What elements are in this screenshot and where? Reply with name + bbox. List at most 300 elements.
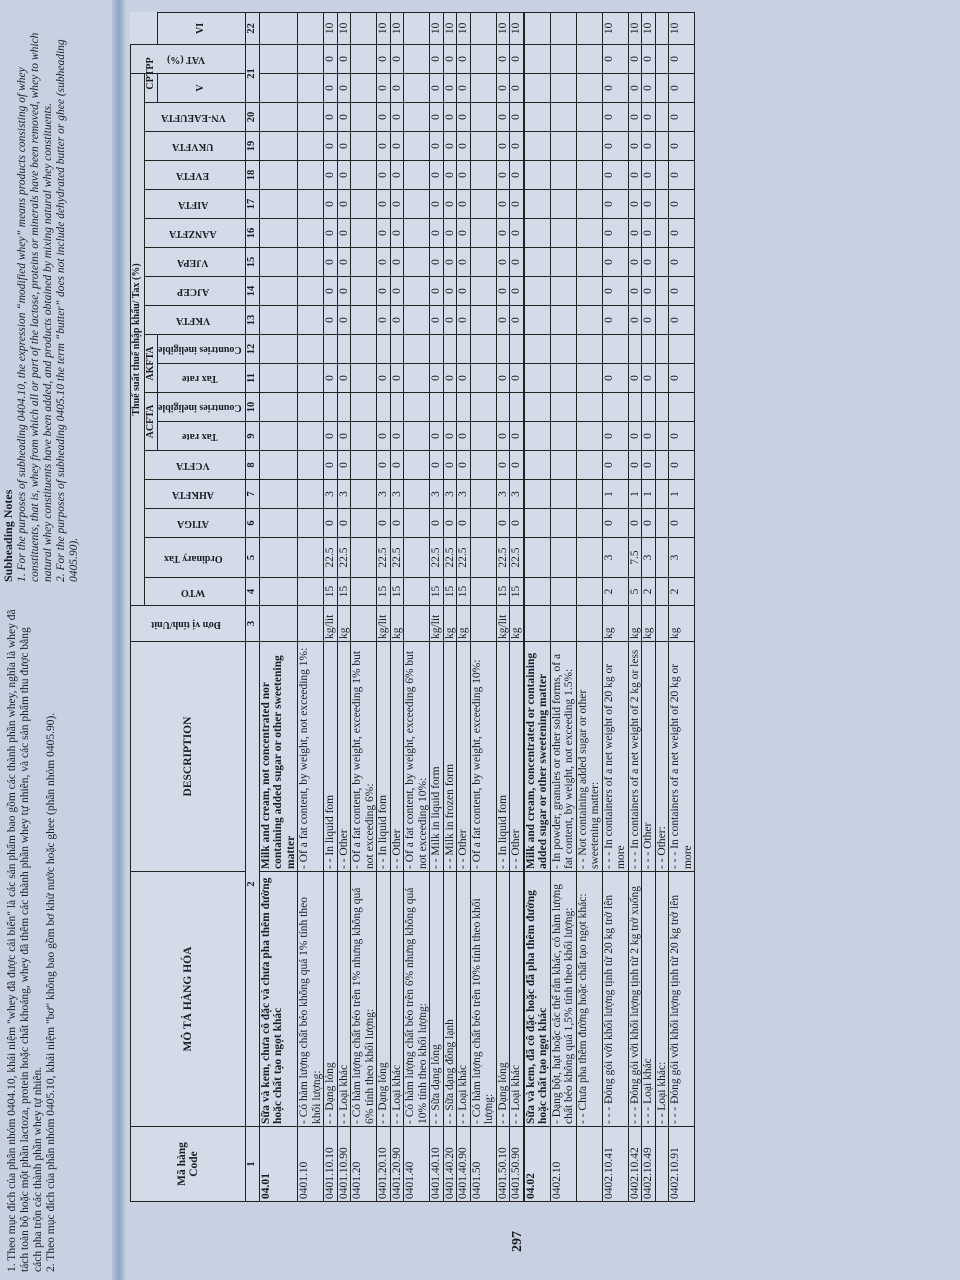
tax-rate-cell: 3 — [669, 538, 695, 578]
header-akfta-tax-rate-label: Tax rate — [182, 373, 218, 385]
tax-rate-cell — [298, 538, 324, 578]
column-number-row — [246, 12, 260, 1201]
tax-rate-cell: 0 — [628, 103, 642, 132]
description-vn: - - - Đóng gói với khối lượng tịnh từ 20 kg trở lên — [602, 872, 628, 1127]
tax-rate-cell — [259, 578, 298, 606]
table-row — [377, 12, 391, 1201]
unit — [470, 606, 496, 642]
description-en: - - - In containers of a net weight of 2 kg or less — [628, 642, 642, 872]
tax-rate-cell: 0 — [390, 277, 404, 306]
hs-code: 0401.50.90 — [510, 1127, 524, 1202]
description-en: - Of a fat content, by weight, exceeding 10%: — [470, 642, 496, 872]
tax-rate-cell: 10 — [642, 12, 656, 44]
tax-rate-cell — [524, 422, 550, 451]
tax-rate-cell — [655, 12, 669, 44]
hs-code: 0401.40 — [404, 1127, 430, 1202]
tax-rate-cell — [259, 44, 298, 73]
header-cptpp: CPTPP — [144, 44, 158, 102]
tax-rate-cell: 15 — [337, 578, 351, 606]
description-en: - Of a fat content, by weight, exceeding 6% but not exceeding 10%: — [404, 642, 430, 872]
column-number: 14 — [246, 277, 260, 306]
tax-rate-cell: 22.5 — [337, 538, 351, 578]
unit: kg — [443, 606, 457, 642]
tax-rate-cell — [404, 538, 430, 578]
tax-rate-cell: 0 — [390, 190, 404, 219]
tax-rate-cell — [576, 538, 602, 578]
table-row — [404, 12, 430, 1201]
tax-rate-cell: 0 — [602, 73, 628, 102]
tax-rate-cell — [351, 422, 377, 451]
tax-rate-cell — [470, 578, 496, 606]
tax-rate-cell — [298, 132, 324, 161]
description-en: - In powder, granules or other solid forms, of a fat content, by weight, not exceeding 1.5%: — [550, 642, 576, 872]
tax-rate-cell — [470, 103, 496, 132]
tax-rate-cell — [655, 103, 669, 132]
tax-rate-cell — [524, 248, 550, 277]
tax-rate-cell — [550, 451, 576, 480]
tax-rate-cell — [669, 335, 695, 364]
tax-rate-cell: 3 — [337, 480, 351, 509]
tax-rate-cell — [576, 393, 602, 422]
table-row — [351, 12, 377, 1201]
tax-rate-cell: 0 — [443, 44, 457, 73]
tax-rate-cell: 0 — [390, 132, 404, 161]
unit: kg — [628, 606, 642, 642]
unit: kg — [669, 606, 695, 642]
column-number: 22 — [246, 12, 260, 44]
tax-rate-cell: 0 — [496, 73, 510, 102]
tax-rate-cell: 0 — [602, 248, 628, 277]
tax-rate-cell: 0 — [324, 132, 338, 161]
tax-rate-cell — [524, 451, 550, 480]
description-vn: - - Loại khác: — [655, 872, 669, 1127]
tax-rate-cell: 22.5 — [390, 538, 404, 578]
tax-rate-cell — [576, 103, 602, 132]
tax-rate-cell — [576, 451, 602, 480]
hs-code: 0402.10.91 — [669, 1127, 695, 1202]
tax-rate-cell: 0 — [510, 422, 524, 451]
tax-rate-cell — [404, 132, 430, 161]
tax-rate-cell: 0 — [496, 132, 510, 161]
tax-rate-cell: 0 — [337, 190, 351, 219]
tax-rate-cell: 0 — [443, 132, 457, 161]
tax-rate-cell — [298, 509, 324, 538]
tax-rate-cell: 0 — [510, 451, 524, 480]
tax-rate-cell — [470, 190, 496, 219]
table-row — [628, 12, 642, 1201]
tax-rate-cell: 3 — [496, 480, 510, 509]
column-number: 8 — [246, 451, 260, 480]
tax-rate-cell: 0 — [669, 132, 695, 161]
tax-rate-cell: 0 — [496, 277, 510, 306]
header-akfta-countries-label: Countries ineligible — [158, 344, 242, 356]
tax-rate-cell: 3 — [457, 480, 471, 509]
tax-rate-cell: 0 — [602, 161, 628, 190]
tax-rate-cell: 0 — [628, 422, 642, 451]
tax-rate-cell: 0 — [510, 103, 524, 132]
tax-rate-cell — [298, 422, 324, 451]
tax-rate-cell: 0 — [496, 306, 510, 335]
tax-rate-cell: 0 — [457, 248, 471, 277]
tax-rate-cell: 15 — [324, 578, 338, 606]
header-vcfta — [144, 451, 246, 480]
header-akfta-tax-rate — [158, 364, 246, 393]
tax-rate-cell: 0 — [642, 248, 656, 277]
description-en: - - Other — [337, 642, 351, 872]
tax-rate-cell: 3 — [510, 480, 524, 509]
table-row — [669, 12, 695, 1201]
tax-rate-cell — [259, 277, 298, 306]
unit: kg — [390, 606, 404, 642]
column-number: 5 — [246, 538, 260, 578]
unit — [576, 606, 602, 642]
tax-rate-cell — [298, 190, 324, 219]
tax-rate-cell — [259, 190, 298, 219]
header-atiga — [144, 509, 246, 538]
tax-rate-cell — [470, 393, 496, 422]
tax-rate-cell: 0 — [430, 44, 444, 73]
tax-rate-cell: 0 — [390, 364, 404, 393]
tax-rate-cell — [576, 306, 602, 335]
tax-rate-cell: 0 — [669, 161, 695, 190]
header-acfta-tax-rate-label: Tax rate — [182, 431, 218, 443]
unit: kg/lit — [377, 606, 391, 642]
tax-rate-cell — [655, 538, 669, 578]
header-vjepa-label: VJEPA — [177, 257, 209, 269]
tax-rate-cell — [470, 306, 496, 335]
tax-rate-cell: 22.5 — [496, 538, 510, 578]
tax-rate-cell — [351, 480, 377, 509]
hs-code: 0401.10 — [298, 1127, 324, 1202]
header-wto-label: WTO — [180, 586, 206, 598]
tax-rate-cell — [470, 422, 496, 451]
tax-rate-cell — [404, 509, 430, 538]
tax-rate-cell: 0 — [628, 451, 642, 480]
tax-rate-cell: 0 — [602, 306, 628, 335]
tax-rate-cell — [351, 509, 377, 538]
tax-rate-cell — [351, 248, 377, 277]
tax-rate-cell — [550, 578, 576, 606]
tax-rate-cell — [655, 306, 669, 335]
tax-rate-cell — [524, 277, 550, 306]
tax-rate-cell: 0 — [642, 509, 656, 538]
tax-rate-cell: 0 — [337, 364, 351, 393]
unit: kg — [602, 606, 628, 642]
tax-rate-cell — [550, 132, 576, 161]
tax-rate-cell — [298, 364, 324, 393]
tax-rate-cell — [351, 451, 377, 480]
tax-rate-cell: 0 — [642, 103, 656, 132]
tax-rate-cell — [655, 161, 669, 190]
tax-rate-cell: 10 — [430, 12, 444, 44]
tax-rate-cell: 0 — [642, 422, 656, 451]
description-en: - - Milk in liquid form — [430, 642, 444, 872]
tax-rate-cell: 0 — [510, 509, 524, 538]
tax-rate-cell — [524, 190, 550, 219]
tax-rate-cell: 0 — [430, 103, 444, 132]
tax-rate-cell: 0 — [669, 306, 695, 335]
tax-rate-cell: 0 — [377, 364, 391, 393]
description-vn: - - Loại khác — [390, 872, 404, 1127]
tax-rate-cell — [655, 190, 669, 219]
header-code: Mã hàng Code — [131, 1127, 246, 1202]
tax-rate-cell — [655, 44, 669, 73]
tax-rate-cell: 0 — [628, 219, 642, 248]
header-wto — [144, 578, 246, 606]
unit: kg — [457, 606, 471, 642]
tax-rate-cell: 0 — [324, 190, 338, 219]
tax-rate-cell — [351, 161, 377, 190]
tax-rate-cell: 0 — [324, 364, 338, 393]
tax-rate-cell — [655, 132, 669, 161]
tax-rate-cell — [351, 578, 377, 606]
description-en: - Of a fat content, by weight, not exceeding 1%: — [298, 642, 324, 872]
tax-rate-cell — [351, 73, 377, 102]
tax-rate-cell — [259, 219, 298, 248]
tax-rate-cell: 0 — [430, 219, 444, 248]
column-number: 3 — [246, 606, 260, 642]
tax-rate-cell — [550, 393, 576, 422]
tax-rate-cell — [524, 161, 550, 190]
tax-rate-cell — [259, 509, 298, 538]
hs-code: 0401.40.10 — [430, 1127, 444, 1202]
tax-rate-cell — [404, 12, 430, 44]
header-ordinary-label: Ordinary Tax — [163, 552, 223, 564]
tax-rate-cell — [259, 306, 298, 335]
tax-rate-cell — [390, 393, 404, 422]
tax-rate-cell: 0 — [642, 132, 656, 161]
header-acfta-tax-rate — [158, 422, 246, 451]
tax-rate-cell — [550, 103, 576, 132]
tax-rate-cell: 0 — [510, 306, 524, 335]
tax-rate-cell: 2 — [669, 578, 695, 606]
tax-rate-cell: 0 — [642, 364, 656, 393]
column-number: 15 — [246, 248, 260, 277]
tax-rate-cell — [655, 422, 669, 451]
tax-rate-cell: 15 — [510, 578, 524, 606]
tax-rate-cell — [576, 422, 602, 451]
tax-rate-cell: 0 — [602, 509, 628, 538]
tax-rate-cell: 0 — [496, 219, 510, 248]
table-row — [510, 12, 524, 1201]
tax-rate-cell — [576, 480, 602, 509]
tax-rate-cell — [576, 248, 602, 277]
table-row — [576, 12, 602, 1201]
header-vneaeufta-label: VN-EAEUFTA — [160, 112, 226, 124]
tax-rate-cell: 0 — [377, 306, 391, 335]
tax-rate-cell: 0 — [642, 219, 656, 248]
tax-rate-cell — [524, 73, 550, 102]
tax-rate-cell — [457, 393, 471, 422]
tax-rate-cell — [550, 190, 576, 219]
tax-rate-cell: 0 — [642, 190, 656, 219]
tax-rate-cell — [550, 306, 576, 335]
tax-rate-cell: 0 — [443, 103, 457, 132]
tax-rate-cell: 0 — [377, 132, 391, 161]
tax-rate-cell: 3 — [377, 480, 391, 509]
tax-rate-cell: 0 — [390, 451, 404, 480]
tax-rate-cell: 0 — [457, 219, 471, 248]
tax-rate-cell — [576, 161, 602, 190]
tariff-table-body — [246, 12, 695, 1201]
table-row — [390, 12, 404, 1201]
column-number: 21 — [246, 44, 260, 102]
table-row — [642, 12, 656, 1201]
header-aifta-label: AIFTA — [177, 199, 209, 211]
tax-rate-cell — [298, 480, 324, 509]
tax-rate-cell — [524, 480, 550, 509]
header-ajcep — [144, 277, 246, 306]
tax-rate-cell: 0 — [430, 306, 444, 335]
tax-rate-cell — [655, 277, 669, 306]
tax-rate-cell — [550, 538, 576, 578]
tax-rate-cell: 0 — [324, 161, 338, 190]
tax-rate-cell: 0 — [324, 44, 338, 73]
tax-rate-cell — [524, 509, 550, 538]
header-ahkfta-label: AHKFTA — [172, 489, 215, 501]
tax-rate-cell: 0 — [669, 190, 695, 219]
description-en: - - In liquid fom — [377, 642, 391, 872]
tax-rate-cell — [351, 12, 377, 44]
tax-rate-cell — [404, 190, 430, 219]
tax-rate-cell: 15 — [430, 578, 444, 606]
header-vkfta — [144, 306, 246, 335]
tax-rate-cell — [470, 538, 496, 578]
tax-rate-cell: 0 — [337, 509, 351, 538]
hs-code: 04.02 — [524, 1127, 550, 1202]
tax-rate-cell — [524, 44, 550, 73]
note-vn-2: 2. Theo mục đích của phân nhóm 0405.10, khái niệm "bơ" không bao gồm bơ khử nước hoặc ghee (phân nhóm 0405.90). — [45, 712, 57, 1272]
tax-rate-cell: 0 — [602, 132, 628, 161]
tax-rate-cell — [550, 73, 576, 102]
tax-rate-cell: 0 — [602, 364, 628, 393]
tax-rate-cell: 0 — [324, 422, 338, 451]
tax-rate-cell — [655, 219, 669, 248]
tax-rate-cell: 0 — [457, 364, 471, 393]
header-vjepa — [144, 248, 246, 277]
tax-rate-cell — [443, 393, 457, 422]
tax-rate-cell — [430, 393, 444, 422]
header-ordinary — [144, 538, 246, 578]
tax-rate-cell: 0 — [430, 451, 444, 480]
hs-code: 0401.50.10 — [496, 1127, 510, 1202]
tax-rate-cell: 0 — [337, 44, 351, 73]
tax-rate-cell: 7.5 — [628, 538, 642, 578]
tax-rate-cell — [404, 73, 430, 102]
header-ukvfta — [144, 132, 246, 161]
tax-rate-cell: 0 — [510, 73, 524, 102]
unit: kg/lit — [430, 606, 444, 642]
tax-rate-cell: 0 — [510, 190, 524, 219]
tax-rate-cell: 15 — [457, 578, 471, 606]
tax-rate-cell: 0 — [390, 103, 404, 132]
description-vn: - - Dạng lỏng — [377, 872, 391, 1127]
description-en: - - Other: — [655, 642, 669, 872]
tax-rate-cell: 0 — [390, 509, 404, 538]
unit — [259, 606, 298, 642]
tax-rate-cell — [298, 393, 324, 422]
hs-code: 0402.10 — [550, 1127, 576, 1202]
tax-rate-cell: 0 — [457, 306, 471, 335]
tax-rate-cell — [298, 44, 324, 73]
header-cptpp-vi: VI — [158, 12, 246, 44]
tax-rate-cell: 0 — [377, 103, 391, 132]
tax-rate-cell — [576, 219, 602, 248]
subheading-notes-title: Subheading Notes — [1, 489, 15, 582]
description-vn: - - - Loại khác — [642, 872, 656, 1127]
tax-rate-cell — [550, 12, 576, 44]
tax-rate-cell: 0 — [390, 306, 404, 335]
hs-code: 0402.10.49 — [642, 1127, 656, 1202]
tax-rate-cell: 2 — [642, 578, 656, 606]
tax-rate-cell — [404, 393, 430, 422]
tax-rate-cell — [404, 161, 430, 190]
tax-rate-cell — [576, 73, 602, 102]
header-vneaeufta — [144, 103, 246, 132]
tax-rate-cell — [404, 578, 430, 606]
description-en: - - - In containers of a net weight of 20 kg or more — [602, 642, 628, 872]
tax-rate-cell — [259, 132, 298, 161]
tax-rate-cell: 0 — [377, 451, 391, 480]
tax-rate-cell: 0 — [510, 219, 524, 248]
tax-rate-cell: 10 — [337, 12, 351, 44]
tax-rate-cell: 0 — [628, 277, 642, 306]
tax-rate-cell: 0 — [510, 161, 524, 190]
description-vn: - - Chưa pha thêm đường hoặc chất tạo ngọt khác: — [576, 872, 602, 1127]
tax-rate-cell — [470, 277, 496, 306]
tax-rate-cell: 15 — [496, 578, 510, 606]
tax-rate-cell — [470, 335, 496, 364]
tax-rate-cell: 0 — [443, 451, 457, 480]
description-en: - - In liquid fom — [324, 642, 338, 872]
tax-rate-cell: 0 — [602, 190, 628, 219]
tax-rate-cell — [655, 335, 669, 364]
unit — [351, 606, 377, 642]
header-aanzfta-label: AANZFTA — [169, 228, 217, 240]
tax-rate-cell — [259, 248, 298, 277]
tax-rate-cell: 0 — [669, 277, 695, 306]
tax-rate-cell — [669, 393, 695, 422]
tax-rate-cell: 0 — [337, 219, 351, 248]
tax-rate-cell — [430, 335, 444, 364]
tax-rate-cell: 0 — [669, 103, 695, 132]
tax-rate-cell — [377, 335, 391, 364]
tax-rate-cell: 22.5 — [324, 538, 338, 578]
column-number: 11 — [246, 364, 260, 393]
tax-rate-cell: 0 — [377, 509, 391, 538]
header-ahkfta — [144, 480, 246, 509]
tax-rate-cell: 0 — [457, 132, 471, 161]
tax-rate-cell — [298, 335, 324, 364]
tax-rate-cell — [524, 578, 550, 606]
tax-rate-cell — [298, 306, 324, 335]
tax-rate-cell: 0 — [628, 44, 642, 73]
header-unit — [131, 606, 246, 642]
tax-rate-cell — [655, 451, 669, 480]
header-en-description: DESCRIPTION — [131, 642, 246, 872]
tax-rate-cell: 0 — [669, 422, 695, 451]
description-vn: - Có hàm lượng chất béo trên 1% nhưng không quá 6% tính theo khối lượng: — [351, 872, 377, 1127]
tax-rate-cell: 10 — [457, 12, 471, 44]
tax-rate-cell: 15 — [390, 578, 404, 606]
tax-rate-cell: 0 — [443, 364, 457, 393]
header-acfta-countries — [158, 393, 246, 422]
tax-rate-cell — [470, 509, 496, 538]
tax-rate-cell: 22.5 — [430, 538, 444, 578]
header-atiga-label: ATIGA — [177, 518, 210, 530]
tax-rate-cell: 0 — [510, 248, 524, 277]
tax-rate-cell: 10 — [496, 12, 510, 44]
